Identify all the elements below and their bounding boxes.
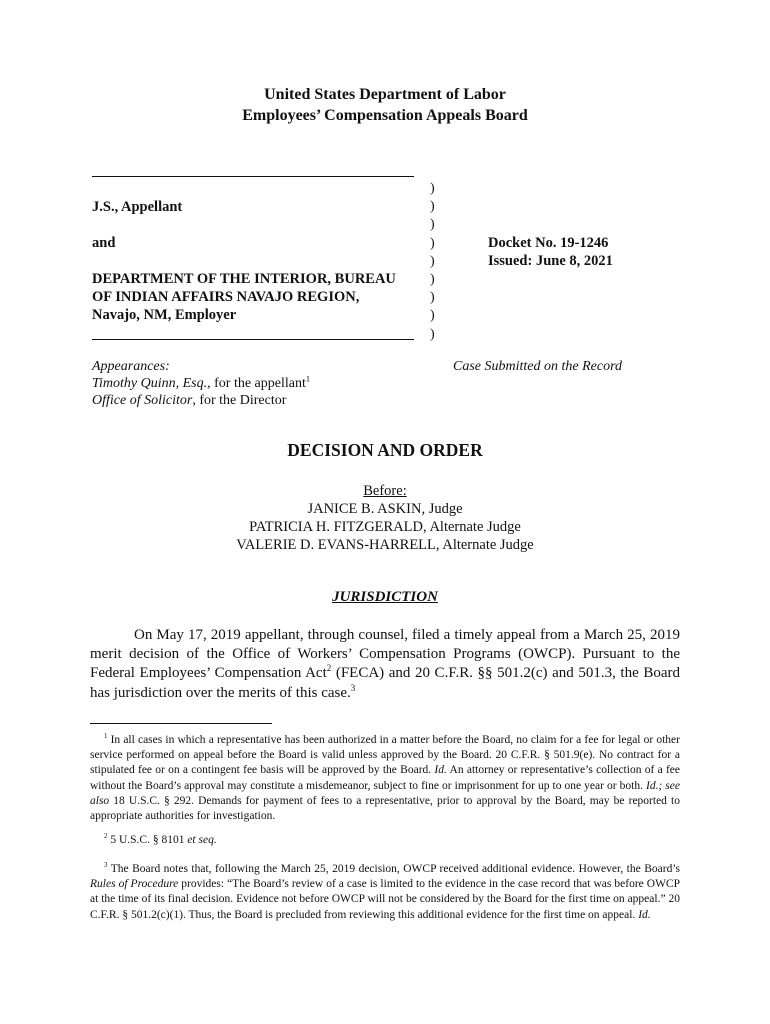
judge-1: JANICE B. ASKIN, Judge: [307, 501, 463, 517]
office-name: Office of Solicitor: [92, 393, 193, 408]
employer-line-1: DEPARTMENT OF THE INTERIOR, BUREAU: [92, 271, 396, 287]
judge-3: VALERIE D. EVANS-HARRELL, Alternate Judge: [236, 537, 534, 553]
footnote-2-number: 2: [104, 833, 108, 841]
footnote-3: $^3$ The Board notes that, following the March 25, 2019 decision, OWCP received additional evidence. However, the Board’s Rules of Procedure provides: “The Board’s review of a case is limited to the evidence in the case record that was before OWCP at the time of its final decision. Evidence not before OWCP will not be considered by the Board for the first time on appeal.” 20 C.F.R. § 501.2(c)(1). Thus, the Board is precluded from reviewing this additional evidence for the first time on appeal. Id.: [90, 862, 680, 921]
and-connector: and: [92, 235, 116, 251]
appearance-counsel: [92, 375, 310, 392]
footnote-3-number: 3: [104, 862, 108, 870]
case-submitted-note: Case Submitted on the Record: [453, 359, 623, 374]
board-title: Employees’ Compensation Appeals Board: [242, 107, 528, 124]
footnote-2: $^2$ 5 U.S.C. § 8101 et seq.: [104, 833, 217, 846]
employer-line-3: Navajo, NM, Employer: [92, 307, 237, 323]
issued-date: Issued: June 8, 2021: [488, 253, 613, 269]
footnote-separator: [90, 723, 272, 724]
caption-top-rule: [92, 176, 414, 177]
counsel-role: , for the appellant: [207, 376, 306, 391]
caption-parentheses: ) ) ) ) ) ) ) ) ): [430, 181, 435, 342]
footnote-ref-1: 1: [305, 374, 311, 384]
footnote-ref-3: 3: [350, 682, 356, 693]
judge-2: PATRICIA H. FITZGERALD, Alternate Judge: [249, 519, 521, 535]
footnote-1: $^1$ In all cases in which a representative has been authorized in a matter before the Board, no claim for a fee for legal or other service performed on appeal before the Board is valid unless approved by the Board. 20 C.F.R. § 501.9(e). No contract for a stipulated fee or on a contingent fee basis will be approved by the Board. Id. An attorney or representative’s collection of a fee without the Board’s approval may constitute a misdemeanor, subject to fine or imprisonment for up to one year or both. Id.; see also 18 U.S.C. § 292. Demands for payment of fees to a representative, prior to approval by the Board, may be reported to appropriate authorities for investigation.: [90, 733, 680, 823]
footnote-1-number: 1: [104, 733, 108, 741]
caption-bottom-rule: [92, 339, 414, 340]
jurisdiction-paragraph: On May 17, 2019 appellant, through counsel, filed a timely appeal from a March 25, 2019 merit decision of the Office of Workers’ Compensation Programs (OWCP). Pursuant to the Federal Employees’ Compensation Act$^2$ (FECA) and 20 C.F.R. §§ 501.2(c) and 501.3, the Board has jurisdiction over the merits of this case.$^3$: [90, 627, 680, 701]
jurisdiction-heading: JURISDICTION: [332, 589, 438, 605]
jurisdiction-heading-wrap: [0, 589, 770, 606]
employer-line-2: OF INDIAN AFFAIRS NAVAJO REGION,: [92, 289, 360, 305]
before-label: [0, 482, 770, 501]
before-text: Before:: [363, 483, 407, 499]
agency-title: United States Department of Labor: [264, 86, 506, 103]
footnote-ref-2: 2: [326, 663, 332, 674]
docket-number: Docket No. 19-1246: [488, 235, 609, 251]
decision-title: DECISION AND ORDER: [287, 440, 483, 460]
office-role: , for the Director: [192, 393, 287, 408]
appearance-office: [92, 392, 286, 409]
counsel-name: Timothy Quinn, Esq.: [92, 376, 208, 391]
appearances-label: Appearances:: [92, 359, 170, 374]
appellant-name: J.S., Appellant: [92, 199, 183, 215]
